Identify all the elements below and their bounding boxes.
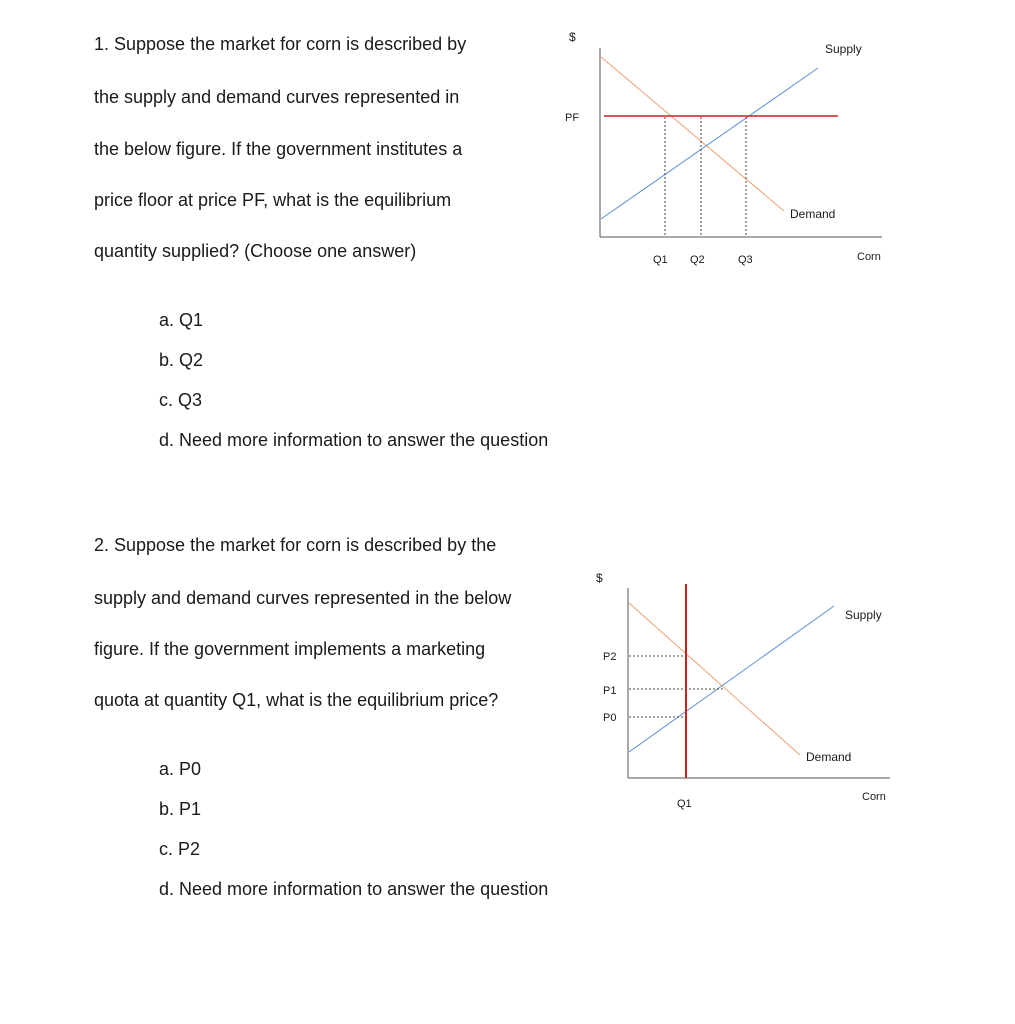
option-c: c. P2	[159, 839, 201, 859]
p2-label: P2	[603, 651, 617, 663]
option-a: a. P0	[159, 759, 202, 779]
x-axis-label: Corn	[857, 251, 881, 263]
question-2-line: supply and demand curves represented in the below	[94, 588, 512, 608]
supply-curve	[629, 606, 834, 752]
question-1-line: price floor at price PF, what is the equilibrium	[94, 190, 452, 210]
option-c: c. Q3	[159, 390, 203, 410]
demand-label: Demand	[806, 750, 852, 764]
question-2-line: 2. Suppose the market for corn is described by the	[94, 535, 497, 555]
p1-label: P1	[603, 685, 617, 697]
question-1-line: quantity supplied? (Choose one answer)	[94, 241, 417, 261]
q2-label: Q2	[690, 254, 705, 266]
question-1-line: the below figure. If the government institutes a	[94, 139, 463, 159]
option-a: a. Q1	[159, 310, 204, 330]
question-2-line: quota at quantity Q1, what is the equilibrium price?	[94, 690, 499, 710]
q3-label: Q3	[738, 254, 753, 266]
demand-curve	[629, 603, 800, 755]
y-axis-label: $	[569, 30, 576, 44]
question-1-line: the supply and demand curves represented in	[94, 87, 460, 107]
q1-label: Q1	[653, 254, 668, 266]
question-1-line: 1. Suppose the market for corn is described by	[94, 34, 467, 54]
supply-label: Supply	[825, 42, 862, 56]
x-axis-label: Corn	[862, 791, 886, 803]
option-d: d. Need more information to answer the question	[159, 430, 549, 450]
p0-label: P0	[603, 712, 617, 724]
question-2-line: figure. If the government implements a marketing	[94, 639, 486, 659]
demand-label: Demand	[790, 207, 836, 221]
q1-label: Q1	[677, 798, 692, 810]
y-axis-label: $	[596, 571, 603, 585]
option-b: b. Q2	[159, 350, 204, 370]
supply-label: Supply	[845, 608, 882, 622]
option-b: b. P1	[159, 799, 202, 819]
option-d: d. Need more information to answer the question	[159, 879, 549, 899]
price-floor-label: PF	[565, 112, 580, 124]
